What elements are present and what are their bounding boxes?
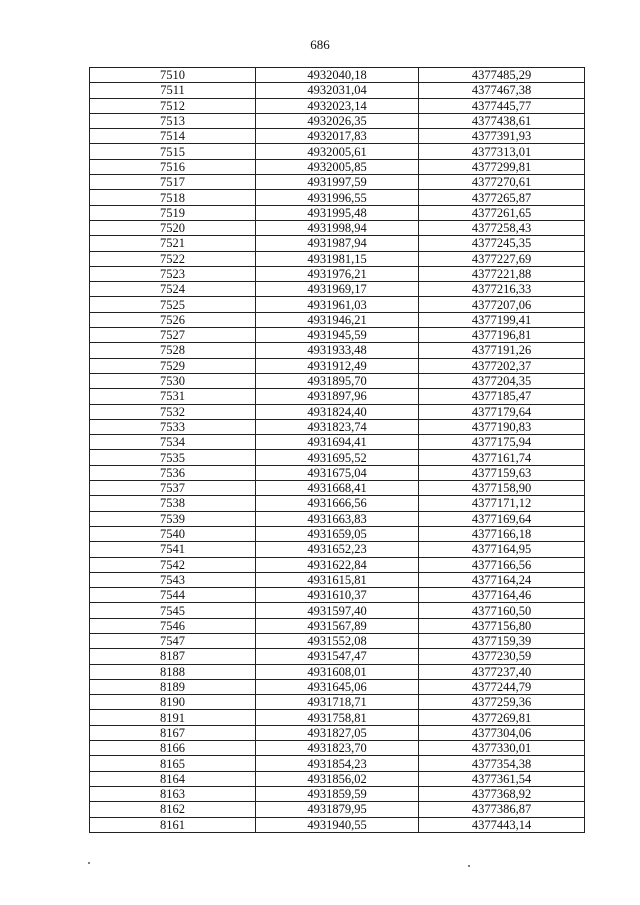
point-number-cell: 8187 bbox=[90, 649, 256, 664]
x-coordinate-cell: 4931897,96 bbox=[256, 389, 419, 404]
y-coordinate-cell: 4377160,50 bbox=[419, 603, 585, 618]
point-number-cell: 7513 bbox=[90, 113, 256, 128]
table-row bbox=[90, 465, 585, 480]
point-number-cell: 8161 bbox=[90, 817, 256, 832]
y-coordinate-cell: 4377185,47 bbox=[419, 389, 585, 404]
table-row bbox=[90, 236, 585, 251]
x-coordinate-cell: 4931694,41 bbox=[256, 435, 419, 450]
point-number-cell: 7517 bbox=[90, 175, 256, 190]
x-coordinate-cell: 4932023,14 bbox=[256, 98, 419, 113]
y-coordinate-cell: 4377161,74 bbox=[419, 450, 585, 465]
table-row bbox=[90, 343, 585, 358]
table-row bbox=[90, 588, 585, 603]
point-number-cell: 7534 bbox=[90, 435, 256, 450]
y-coordinate-cell: 4377313,01 bbox=[419, 144, 585, 159]
y-coordinate-cell: 4377164,46 bbox=[419, 588, 585, 603]
y-coordinate-cell: 4377391,93 bbox=[419, 129, 585, 144]
table-row bbox=[90, 404, 585, 419]
y-coordinate-cell: 4377158,90 bbox=[419, 481, 585, 496]
x-coordinate-cell: 4931981,15 bbox=[256, 251, 419, 266]
point-number-cell: 7523 bbox=[90, 266, 256, 281]
y-coordinate-cell: 4377166,18 bbox=[419, 526, 585, 541]
table-row bbox=[90, 481, 585, 496]
point-number-cell: 7510 bbox=[90, 68, 256, 83]
x-coordinate-cell: 4931608,01 bbox=[256, 664, 419, 679]
x-coordinate-cell: 4931996,55 bbox=[256, 190, 419, 205]
table-row bbox=[90, 542, 585, 557]
y-coordinate-cell: 4377230,59 bbox=[419, 649, 585, 664]
y-coordinate-cell: 4377368,92 bbox=[419, 786, 585, 801]
x-coordinate-cell: 4931622,84 bbox=[256, 557, 419, 572]
y-coordinate-cell: 4377164,95 bbox=[419, 542, 585, 557]
y-coordinate-cell: 4377445,77 bbox=[419, 98, 585, 113]
scan-speck bbox=[468, 865, 470, 867]
y-coordinate-cell: 4377190,83 bbox=[419, 419, 585, 434]
x-coordinate-cell: 4932005,61 bbox=[256, 144, 419, 159]
y-coordinate-cell: 4377244,79 bbox=[419, 679, 585, 694]
y-coordinate-cell: 4377485,29 bbox=[419, 68, 585, 83]
point-number-cell: 7538 bbox=[90, 496, 256, 511]
y-coordinate-cell: 4377245,35 bbox=[419, 236, 585, 251]
y-coordinate-cell: 4377196,81 bbox=[419, 328, 585, 343]
y-coordinate-cell: 4377169,64 bbox=[419, 511, 585, 526]
y-coordinate-cell: 4377438,61 bbox=[419, 113, 585, 128]
y-coordinate-cell: 4377227,69 bbox=[419, 251, 585, 266]
x-coordinate-cell: 4931666,56 bbox=[256, 496, 419, 511]
table-row bbox=[90, 144, 585, 159]
x-coordinate-cell: 4932026,35 bbox=[256, 113, 419, 128]
table-row bbox=[90, 771, 585, 786]
x-coordinate-cell: 4931668,41 bbox=[256, 481, 419, 496]
table-row bbox=[90, 618, 585, 633]
point-number-cell: 7547 bbox=[90, 633, 256, 648]
y-coordinate-cell: 4377237,40 bbox=[419, 664, 585, 679]
x-coordinate-cell: 4931659,05 bbox=[256, 526, 419, 541]
table-row bbox=[90, 435, 585, 450]
point-number-cell: 7524 bbox=[90, 282, 256, 297]
coordinates-table-body bbox=[90, 68, 585, 833]
x-coordinate-cell: 4931998,94 bbox=[256, 220, 419, 235]
table-row bbox=[90, 190, 585, 205]
y-coordinate-cell: 4377386,87 bbox=[419, 802, 585, 817]
point-number-cell: 8189 bbox=[90, 679, 256, 694]
x-coordinate-cell: 4931758,81 bbox=[256, 710, 419, 725]
y-coordinate-cell: 4377258,43 bbox=[419, 220, 585, 235]
table-row bbox=[90, 389, 585, 404]
table-row bbox=[90, 83, 585, 98]
y-coordinate-cell: 4377259,36 bbox=[419, 695, 585, 710]
point-number-cell: 7512 bbox=[90, 98, 256, 113]
point-number-cell: 7533 bbox=[90, 419, 256, 434]
table-row bbox=[90, 557, 585, 572]
point-number-cell: 7514 bbox=[90, 129, 256, 144]
y-coordinate-cell: 4377443,14 bbox=[419, 817, 585, 832]
table-row bbox=[90, 664, 585, 679]
table-row bbox=[90, 802, 585, 817]
point-number-cell: 7515 bbox=[90, 144, 256, 159]
x-coordinate-cell: 4931856,02 bbox=[256, 771, 419, 786]
x-coordinate-cell: 4932040,18 bbox=[256, 68, 419, 83]
table-row bbox=[90, 297, 585, 312]
point-number-cell: 8191 bbox=[90, 710, 256, 725]
table-row bbox=[90, 68, 585, 83]
y-coordinate-cell: 4377191,26 bbox=[419, 343, 585, 358]
y-coordinate-cell: 4377304,06 bbox=[419, 725, 585, 740]
x-coordinate-cell: 4931976,21 bbox=[256, 266, 419, 281]
x-coordinate-cell: 4932031,04 bbox=[256, 83, 419, 98]
y-coordinate-cell: 4377467,38 bbox=[419, 83, 585, 98]
table-row bbox=[90, 282, 585, 297]
x-coordinate-cell: 4932017,83 bbox=[256, 129, 419, 144]
point-number-cell: 7519 bbox=[90, 205, 256, 220]
table-row bbox=[90, 633, 585, 648]
point-number-cell: 7543 bbox=[90, 572, 256, 587]
point-number-cell: 7539 bbox=[90, 511, 256, 526]
x-coordinate-cell: 4931987,94 bbox=[256, 236, 419, 251]
x-coordinate-cell: 4931879,95 bbox=[256, 802, 419, 817]
y-coordinate-cell: 4377269,81 bbox=[419, 710, 585, 725]
y-coordinate-cell: 4377159,63 bbox=[419, 465, 585, 480]
point-number-cell: 7544 bbox=[90, 588, 256, 603]
point-number-cell: 7525 bbox=[90, 297, 256, 312]
x-coordinate-cell: 4931995,48 bbox=[256, 205, 419, 220]
x-coordinate-cell: 4931895,70 bbox=[256, 373, 419, 388]
point-number-cell: 7536 bbox=[90, 465, 256, 480]
point-number-cell: 8163 bbox=[90, 786, 256, 801]
x-coordinate-cell: 4931645,06 bbox=[256, 679, 419, 694]
table-row bbox=[90, 741, 585, 756]
x-coordinate-cell: 4931615,81 bbox=[256, 572, 419, 587]
point-number-cell: 7518 bbox=[90, 190, 256, 205]
y-coordinate-cell: 4377330,01 bbox=[419, 741, 585, 756]
point-number-cell: 7516 bbox=[90, 159, 256, 174]
table-row bbox=[90, 205, 585, 220]
y-coordinate-cell: 4377207,06 bbox=[419, 297, 585, 312]
scan-speck bbox=[88, 862, 90, 864]
x-coordinate-cell: 4931663,83 bbox=[256, 511, 419, 526]
point-number-cell: 7529 bbox=[90, 358, 256, 373]
table-row bbox=[90, 603, 585, 618]
point-number-cell: 7542 bbox=[90, 557, 256, 572]
table-row bbox=[90, 572, 585, 587]
table-row bbox=[90, 649, 585, 664]
table-row bbox=[90, 526, 585, 541]
x-coordinate-cell: 4931824,40 bbox=[256, 404, 419, 419]
y-coordinate-cell: 4377159,39 bbox=[419, 633, 585, 648]
table-row bbox=[90, 251, 585, 266]
table-row bbox=[90, 450, 585, 465]
table-row bbox=[90, 756, 585, 771]
x-coordinate-cell: 4931961,03 bbox=[256, 297, 419, 312]
y-coordinate-cell: 4377179,64 bbox=[419, 404, 585, 419]
y-coordinate-cell: 4377354,38 bbox=[419, 756, 585, 771]
y-coordinate-cell: 4377261,65 bbox=[419, 205, 585, 220]
x-coordinate-cell: 4931940,55 bbox=[256, 817, 419, 832]
point-number-cell: 7535 bbox=[90, 450, 256, 465]
point-number-cell: 7528 bbox=[90, 343, 256, 358]
x-coordinate-cell: 4931827,05 bbox=[256, 725, 419, 740]
point-number-cell: 7522 bbox=[90, 251, 256, 266]
point-number-cell: 7537 bbox=[90, 481, 256, 496]
y-coordinate-cell: 4377156,80 bbox=[419, 618, 585, 633]
table-row bbox=[90, 373, 585, 388]
table-row bbox=[90, 725, 585, 740]
x-coordinate-cell: 4931823,70 bbox=[256, 741, 419, 756]
point-number-cell: 7532 bbox=[90, 404, 256, 419]
table-row bbox=[90, 419, 585, 434]
x-coordinate-cell: 4931933,48 bbox=[256, 343, 419, 358]
y-coordinate-cell: 4377166,56 bbox=[419, 557, 585, 572]
y-coordinate-cell: 4377204,35 bbox=[419, 373, 585, 388]
point-number-cell: 8167 bbox=[90, 725, 256, 740]
table-row bbox=[90, 220, 585, 235]
y-coordinate-cell: 4377221,88 bbox=[419, 266, 585, 281]
point-number-cell: 7530 bbox=[90, 373, 256, 388]
point-number-cell: 8188 bbox=[90, 664, 256, 679]
y-coordinate-cell: 4377270,61 bbox=[419, 175, 585, 190]
y-coordinate-cell: 4377202,37 bbox=[419, 358, 585, 373]
table-row bbox=[90, 358, 585, 373]
table-row bbox=[90, 98, 585, 113]
table-row bbox=[90, 511, 585, 526]
x-coordinate-cell: 4931969,17 bbox=[256, 282, 419, 297]
x-coordinate-cell: 4931652,23 bbox=[256, 542, 419, 557]
point-number-cell: 7540 bbox=[90, 526, 256, 541]
table-row bbox=[90, 817, 585, 832]
table-row bbox=[90, 159, 585, 174]
point-number-cell: 7511 bbox=[90, 83, 256, 98]
point-number-cell: 8162 bbox=[90, 802, 256, 817]
y-coordinate-cell: 4377164,24 bbox=[419, 572, 585, 587]
point-number-cell: 7526 bbox=[90, 312, 256, 327]
y-coordinate-cell: 4377265,87 bbox=[419, 190, 585, 205]
table-row bbox=[90, 312, 585, 327]
x-coordinate-cell: 4931552,08 bbox=[256, 633, 419, 648]
y-coordinate-cell: 4377216,33 bbox=[419, 282, 585, 297]
x-coordinate-cell: 4931718,71 bbox=[256, 695, 419, 710]
point-number-cell: 8166 bbox=[90, 741, 256, 756]
table-row bbox=[90, 695, 585, 710]
x-coordinate-cell: 4931610,37 bbox=[256, 588, 419, 603]
x-coordinate-cell: 4931823,74 bbox=[256, 419, 419, 434]
table-row bbox=[90, 129, 585, 144]
y-coordinate-cell: 4377175,94 bbox=[419, 435, 585, 450]
y-coordinate-cell: 4377171,12 bbox=[419, 496, 585, 511]
point-number-cell: 7541 bbox=[90, 542, 256, 557]
table-row bbox=[90, 113, 585, 128]
x-coordinate-cell: 4931945,59 bbox=[256, 328, 419, 343]
x-coordinate-cell: 4931547,47 bbox=[256, 649, 419, 664]
x-coordinate-cell: 4931567,89 bbox=[256, 618, 419, 633]
point-number-cell: 8165 bbox=[90, 756, 256, 771]
point-number-cell: 7546 bbox=[90, 618, 256, 633]
page-number: 686 bbox=[310, 37, 330, 52]
point-number-cell: 7531 bbox=[90, 389, 256, 404]
x-coordinate-cell: 4931854,23 bbox=[256, 756, 419, 771]
x-coordinate-cell: 4931946,21 bbox=[256, 312, 419, 327]
x-coordinate-cell: 4931912,49 bbox=[256, 358, 419, 373]
point-number-cell: 8190 bbox=[90, 695, 256, 710]
coordinates-table bbox=[89, 67, 585, 833]
table-row bbox=[90, 266, 585, 281]
x-coordinate-cell: 4931675,04 bbox=[256, 465, 419, 480]
point-number-cell: 8164 bbox=[90, 771, 256, 786]
point-number-cell: 7545 bbox=[90, 603, 256, 618]
x-coordinate-cell: 4931859,59 bbox=[256, 786, 419, 801]
table-row bbox=[90, 786, 585, 801]
table-row bbox=[90, 328, 585, 343]
table-row bbox=[90, 710, 585, 725]
x-coordinate-cell: 4932005,85 bbox=[256, 159, 419, 174]
table-row bbox=[90, 496, 585, 511]
y-coordinate-cell: 4377299,81 bbox=[419, 159, 585, 174]
x-coordinate-cell: 4931997,59 bbox=[256, 175, 419, 190]
table-row bbox=[90, 679, 585, 694]
table-row bbox=[90, 175, 585, 190]
x-coordinate-cell: 4931597,40 bbox=[256, 603, 419, 618]
point-number-cell: 7521 bbox=[90, 236, 256, 251]
point-number-cell: 7520 bbox=[90, 220, 256, 235]
point-number-cell: 7527 bbox=[90, 328, 256, 343]
y-coordinate-cell: 4377199,41 bbox=[419, 312, 585, 327]
x-coordinate-cell: 4931695,52 bbox=[256, 450, 419, 465]
y-coordinate-cell: 4377361,54 bbox=[419, 771, 585, 786]
